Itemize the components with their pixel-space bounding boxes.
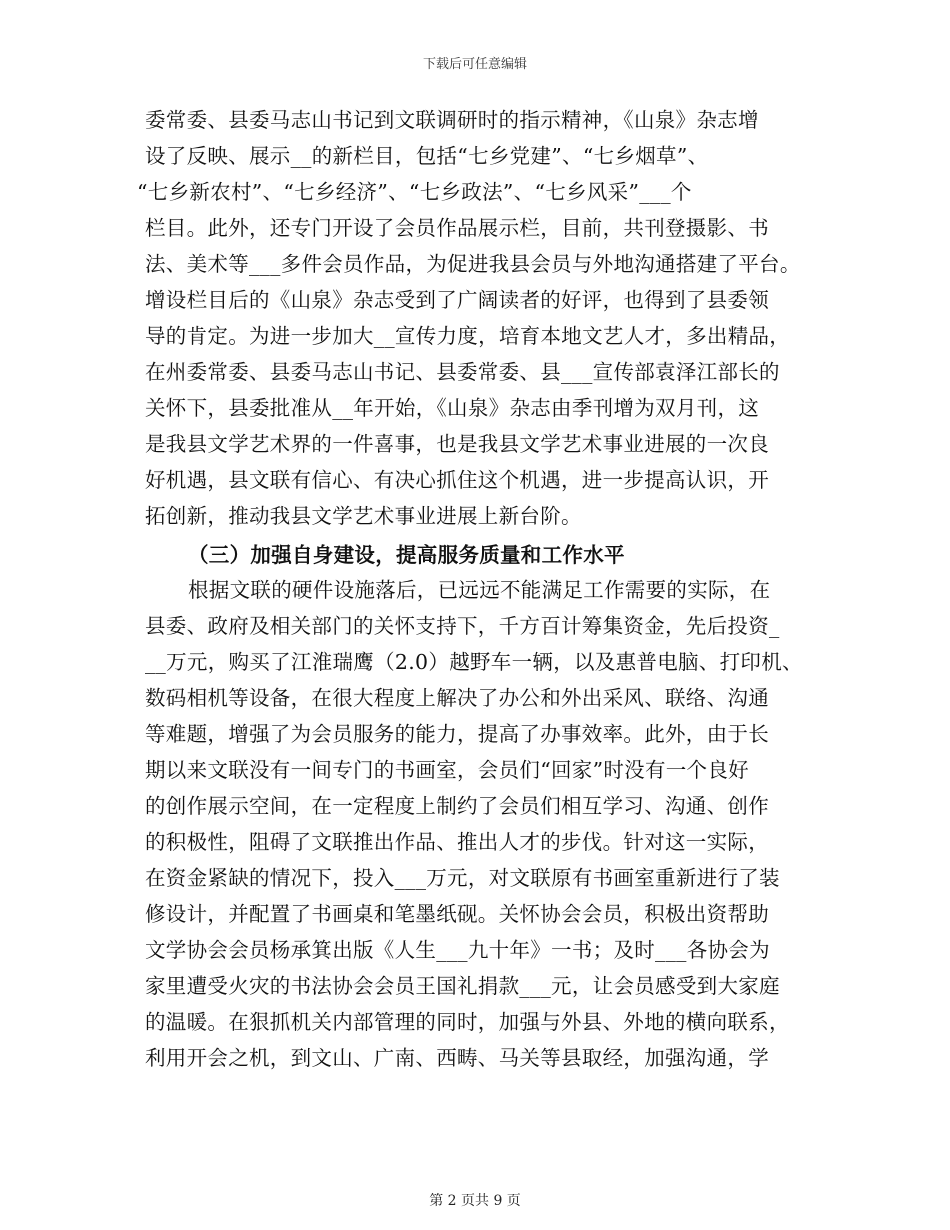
paragraph-line: 文学协会会员杨承箕出版《人生___九十年》一书；及时___各协会为 xyxy=(145,938,770,962)
paragraph-line: “七乡新农村”、“七乡经济”、“七乡政法”、“七乡风采”___个 xyxy=(137,180,692,204)
paragraph-line: 是我县文学艺术界的一件喜事，也是我县文学艺术事业进展的一次良 xyxy=(145,432,769,456)
paragraph-line: 的温暖。在狠抓机关内部管理的同时，加强与外县、外地的横向联系， xyxy=(145,1010,790,1034)
paragraph-line: 修设计，并配置了书画桌和笔墨纸砚。关怀协会会员，积极出资帮助 xyxy=(145,902,769,926)
paragraph-line: 期以来文联没有一间专门的书画室，会员们“回家”时没有一个良好 xyxy=(145,758,749,782)
paragraph-line: __万元，购买了江淮瑞鹰（2.0）越野车一辆，以及惠普电脑、打印机、 xyxy=(145,650,803,674)
paragraph-line: 委常委、县委马志山书记到文联调研时的指示精神，《山泉》杂志增 xyxy=(145,108,759,132)
paragraph-line: 在资金紧缺的情况下，投入___万元，对文联原有书画室重新进行了装 xyxy=(145,866,780,890)
paragraph-line: 设了反映、展示__的新栏目，包括“七乡党建”、“七乡烟草”、 xyxy=(145,144,709,168)
paragraph-line: 拓创新，推动我县文学艺术事业进展上新台阶。 xyxy=(145,504,582,528)
section-heading: （三）加强自身建设，提高服务质量和工作水平 xyxy=(188,543,625,567)
paragraph-line: 法、美术等___多件会员作品，为促进我县会员与外地沟通搭建了平台。 xyxy=(145,252,801,276)
paragraph-line: 数码相机等设备，在很大程度上解决了办公和外出采风、联络、沟通 xyxy=(145,686,769,710)
paragraph-line: 栏目。此外，还专门开设了会员作品展示栏，目前，共刊登摄影、书 xyxy=(145,216,769,240)
paragraph-line: 增设栏目后的《山泉》杂志受到了广阔读者的好评，也得到了县委领 xyxy=(145,288,769,312)
paragraph-line: 的积极性，阻碍了文联推出作品、推出人才的步伐。针对这一实际， xyxy=(145,830,769,854)
paragraph-line: 的创作展示空间，在一定程度上制约了会员们相互学习、沟通、创作 xyxy=(145,794,769,818)
page-number: 第 2 页共 9 页 xyxy=(429,1193,521,1209)
paragraph-line: 家里遭受火灾的书法协会会员王国礼捐款___元，让会员感受到大家庭 xyxy=(145,974,780,998)
paragraph-line: 根据文联的硬件设施落后，已远远不能满足工作需要的实际，在 xyxy=(188,578,771,602)
paragraph-line: 好机遇，县文联有信心、有决心抓住这个机遇，进一步提高认识，开 xyxy=(145,468,769,492)
paragraph-line: 利用开会之机，到文山、广南、西畴、马关等县取经，加强沟通，学 xyxy=(145,1046,769,1070)
paragraph-line: 导的肯定。为进一步加大__宣传力度，培育本地文艺人才，多出精品， xyxy=(145,324,791,348)
paragraph-line: 在州委常委、县委马志山书记、县委常委、县___宣传部袁泽江部长的 xyxy=(145,360,780,384)
paragraph-line: 县委、政府及相关部门的关怀支持下，千方百计筹集资金，先后投资_ xyxy=(145,614,780,638)
paragraph-line: 等难题，增强了为会员服务的能力，提高了办事效率。此外，由于长 xyxy=(145,722,769,746)
paragraph-line: 关怀下，县委批准从__年开始，《山泉》杂志由季刊增为双月刊，这 xyxy=(145,396,760,420)
page-header-note: 下载后可任意编辑 xyxy=(422,57,527,72)
